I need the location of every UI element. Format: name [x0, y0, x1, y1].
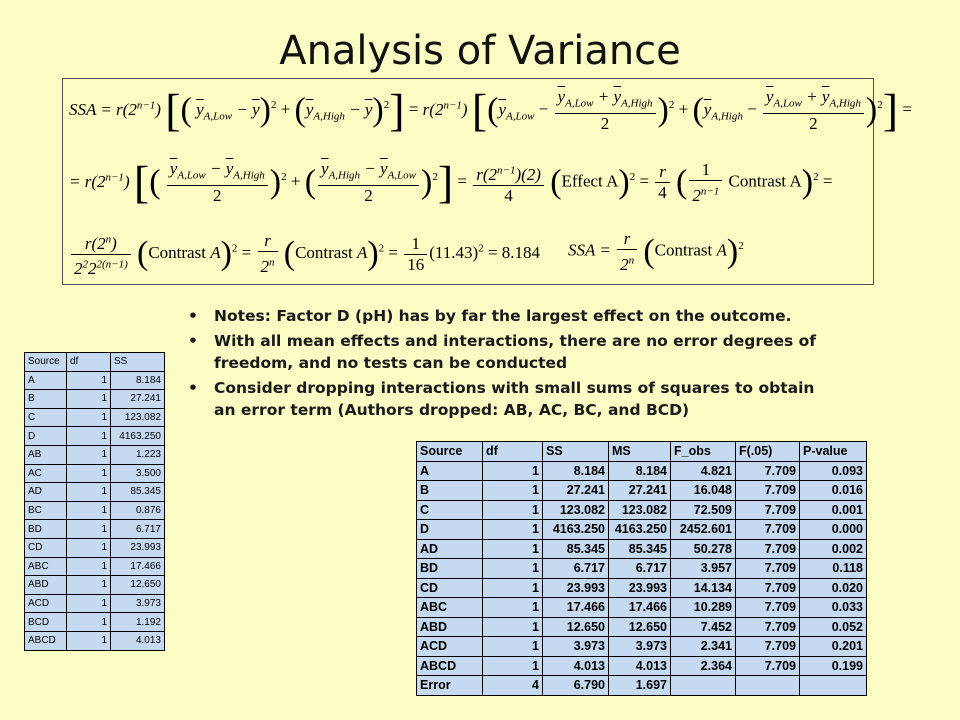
- big-table-header-cell: F_obs: [671, 442, 736, 462]
- big-table-cell: AD: [417, 539, 483, 559]
- big-table-cell: D: [417, 520, 483, 540]
- big-table-row: [417, 461, 867, 481]
- big-table-cell: 7.709: [736, 520, 800, 540]
- big-table-cell: Error: [417, 676, 483, 696]
- bullet-icon: •: [188, 332, 198, 350]
- small-table-cell: ABC: [25, 557, 67, 576]
- big-table-cell: 0.201: [800, 637, 867, 657]
- big-table-cell: 7.452: [671, 617, 736, 637]
- big-table-header-cell: Source: [417, 442, 483, 462]
- big-table-cell: 7.709: [736, 461, 800, 481]
- small-table-cell: 1: [67, 538, 111, 557]
- big-table-header-cell: F(.05): [736, 442, 800, 462]
- big-table-cell: 23.993: [543, 578, 609, 598]
- big-table-cell: 1: [483, 559, 543, 579]
- small-table-cell: 1: [67, 427, 111, 446]
- small-table-cell: C: [25, 408, 67, 427]
- big-table-cell: 14.134: [671, 578, 736, 598]
- small-table-cell: 3.973: [111, 594, 165, 613]
- small-table-cell: 1: [67, 576, 111, 595]
- small-table-cell: AC: [25, 464, 67, 483]
- small-table-header-cell: SS: [111, 353, 165, 372]
- big-table-cell: A: [417, 461, 483, 481]
- big-table-cell: C: [417, 500, 483, 520]
- big-table-header-cell: SS: [543, 442, 609, 462]
- big-table-header-row: [417, 442, 867, 462]
- small-table-cell: 23.993: [111, 538, 165, 557]
- big-table-cell: 1: [483, 500, 543, 520]
- big-table-cell: 0.020: [800, 578, 867, 598]
- big-table-cell: 6.717: [543, 559, 609, 579]
- small-table-cell: B: [25, 390, 67, 409]
- small-table-cell: 3.500: [111, 464, 165, 483]
- big-table-cell: 7.709: [736, 617, 800, 637]
- note-item: • Notes: Factor D (pH) has by far the largest effect on the outcome.: [188, 307, 792, 325]
- formula-line-2: = $r(2^{n-1})$ [( $\frac{\overline{y}_{A,Low} - \overline{y}_{A,High}}{2}$ )$^2$ + ( $\frac{\overline{y}_{A,High} - \overline{y}_{A,Low}}{2}$ )$^2$] = $\frac{r(2^{n-1})(2)}{4}$ (Effect A)$^2$ = $\frac{r}{4}$ ( $\frac{1}{2^{n-1}}$ Contrast A)$^2$ =: [69, 156, 833, 208]
- big-table-cell: 0.001: [800, 500, 867, 520]
- small-table-cell: 4.013: [111, 631, 165, 650]
- big-table-cell: 123.082: [609, 500, 671, 520]
- big-table-cell: 123.082: [543, 500, 609, 520]
- small-table-header-cell: df: [67, 353, 111, 372]
- big-table-cell: 7.709: [736, 559, 800, 579]
- big-table-cell: 1: [483, 656, 543, 676]
- small-table-cell: ABD: [25, 576, 67, 595]
- note-item: • With all mean effects and interactions, there are no error degrees of freedom, and no tests can be conducted: [188, 332, 817, 372]
- small-table-row: [25, 613, 165, 632]
- big-table-cell: CD: [417, 578, 483, 598]
- small-table-cell: 1: [67, 464, 111, 483]
- big-table-header-cell: df: [483, 442, 543, 462]
- big-table-cell: 0.002: [800, 539, 867, 559]
- big-table-cell: 8.184: [543, 461, 609, 481]
- big-table-cell: 12.650: [609, 617, 671, 637]
- small-table-row: [25, 501, 165, 520]
- page-title: Analysis of Variance: [279, 28, 681, 74]
- small-table-cell: BD: [25, 520, 67, 539]
- small-table-row: [25, 557, 165, 576]
- big-table-cell: 2.364: [671, 656, 736, 676]
- small-table-cell: 1: [67, 613, 111, 632]
- big-table-cell: 50.278: [671, 539, 736, 559]
- big-table-cell: 0.093: [800, 461, 867, 481]
- big-table-cell: 7.709: [736, 598, 800, 618]
- small-table-row: [25, 631, 165, 650]
- small-table-cell: ABCD: [25, 631, 67, 650]
- big-table-row: [417, 539, 867, 559]
- small-table-cell: 1: [67, 520, 111, 539]
- small-table-row: [25, 427, 165, 446]
- formula-ssa-summary: SSA = $\frac{r}{2^n}$ (Contrast A)$^2$: [568, 229, 744, 274]
- formula-line-1: SSA = $r(2^{n-1})$ [( $\overline{y}_{A,Low} - \overline{y})^2 + (\overline{y}_{A,High} - \overline{y})^2] = r(2^{n-1})$ [($\overline{y}_{A,Low}$ − $\frac{\overline{y}_{A,Low} + \overline{y}_{A,High}}{2}$ )$^2 + (\overline{y}_{A,High}$ − $\frac{\overline{y}_{A,Low} + \overline{y}_{A,High}}{2}$ )$^2$] =: [69, 84, 912, 136]
- big-table-cell: [671, 676, 736, 696]
- big-table-cell: 72.509: [671, 500, 736, 520]
- small-table-cell: 1: [67, 483, 111, 502]
- big-table-row: [417, 637, 867, 657]
- big-table-cell: 7.709: [736, 539, 800, 559]
- big-table-cell: 10.289: [671, 598, 736, 618]
- big-table-row: [417, 656, 867, 676]
- small-table-row: [25, 576, 165, 595]
- big-table-cell: 7.709: [736, 500, 800, 520]
- small-table-cell: 1: [67, 371, 111, 390]
- big-table-cell: BD: [417, 559, 483, 579]
- big-table-cell: 1: [483, 637, 543, 657]
- small-table-row: [25, 483, 165, 502]
- small-table-header-row: [25, 353, 165, 372]
- big-table-cell: 16.048: [671, 481, 736, 501]
- big-table-row: [417, 520, 867, 540]
- big-table-cell: 3.973: [609, 637, 671, 657]
- reduced-anova-table: [416, 441, 867, 696]
- big-table-cell: 6.717: [609, 559, 671, 579]
- big-table-cell: 27.241: [609, 481, 671, 501]
- big-table-cell: 3.973: [543, 637, 609, 657]
- small-table-row: [25, 371, 165, 390]
- small-table-row: [25, 408, 165, 427]
- big-table-cell: ABCD: [417, 656, 483, 676]
- small-table-row: [25, 538, 165, 557]
- big-table-cell: 1: [483, 539, 543, 559]
- big-table-cell: 4: [483, 676, 543, 696]
- small-table-cell: 85.345: [111, 483, 165, 502]
- small-table-cell: 1.192: [111, 613, 165, 632]
- small-table-cell: 17.466: [111, 557, 165, 576]
- small-table-cell: 1: [67, 390, 111, 409]
- small-table-cell: 123.082: [111, 408, 165, 427]
- small-table-cell: AD: [25, 483, 67, 502]
- small-table-header-cell: Source: [25, 353, 67, 372]
- small-table-cell: AB: [25, 445, 67, 464]
- big-table-cell: 4163.250: [609, 520, 671, 540]
- big-table-cell: ABC: [417, 598, 483, 618]
- big-table-cell: B: [417, 481, 483, 501]
- small-table-row: [25, 594, 165, 613]
- big-table-cell: 4.013: [543, 656, 609, 676]
- bullet-icon: •: [188, 379, 198, 397]
- small-table-cell: CD: [25, 538, 67, 557]
- big-table-row: [417, 598, 867, 618]
- big-table-cell: 0.016: [800, 481, 867, 501]
- big-table-cell: 1: [483, 617, 543, 637]
- big-table-cell: 1: [483, 598, 543, 618]
- small-table-row: [25, 464, 165, 483]
- small-table-cell: 8.184: [111, 371, 165, 390]
- small-table-cell: 1: [67, 445, 111, 464]
- small-table-cell: 27.241: [111, 390, 165, 409]
- big-table-header-cell: P-value: [800, 442, 867, 462]
- full-anova-table: [24, 352, 165, 651]
- big-table-cell: 7.709: [736, 656, 800, 676]
- small-table-cell: BC: [25, 501, 67, 520]
- big-table-cell: 1.697: [609, 676, 671, 696]
- big-table-cell: 0.000: [800, 520, 867, 540]
- note-item: • Consider dropping interactions with small sums of squares to obtain an error term (Authors dropped: AB, AC, BC, and BCD): [188, 379, 815, 419]
- big-table-cell: 0.033: [800, 598, 867, 618]
- big-table-header-cell: MS: [609, 442, 671, 462]
- big-table-cell: 4.013: [609, 656, 671, 676]
- big-table-cell: 8.184: [609, 461, 671, 481]
- big-table-row: [417, 617, 867, 637]
- big-table-cell: 17.466: [543, 598, 609, 618]
- small-table-cell: 4163.250: [111, 427, 165, 446]
- small-table-row: [25, 390, 165, 409]
- big-table-cell: 1: [483, 461, 543, 481]
- big-table-cell: 4.821: [671, 461, 736, 481]
- small-table-cell: 1: [67, 557, 111, 576]
- big-table-cell: 6.790: [543, 676, 609, 696]
- small-table-cell: ACD: [25, 594, 67, 613]
- big-table-row: [417, 500, 867, 520]
- notes-list: [188, 305, 838, 424]
- big-table-cell: ACD: [417, 637, 483, 657]
- big-table-cell: 12.650: [543, 617, 609, 637]
- big-table-cell: 7.709: [736, 637, 800, 657]
- big-table-cell: 0.052: [800, 617, 867, 637]
- big-table-cell: [800, 676, 867, 696]
- big-table-cell: 1: [483, 578, 543, 598]
- small-table-cell: D: [25, 427, 67, 446]
- big-table-cell: ABD: [417, 617, 483, 637]
- big-table-cell: 85.345: [609, 539, 671, 559]
- small-table-row: [25, 445, 165, 464]
- big-table-cell: 0.118: [800, 559, 867, 579]
- big-table-row: [417, 559, 867, 579]
- big-table-cell: 7.709: [736, 481, 800, 501]
- big-table-row: [417, 578, 867, 598]
- big-table-cell: [736, 676, 800, 696]
- big-table-cell: 2452.601: [671, 520, 736, 540]
- big-table-cell: 27.241: [543, 481, 609, 501]
- small-table-cell: A: [25, 371, 67, 390]
- big-table-cell: 7.709: [736, 578, 800, 598]
- small-table-cell: BCD: [25, 613, 67, 632]
- small-table-cell: 1: [67, 631, 111, 650]
- big-table-cell: 0.199: [800, 656, 867, 676]
- small-table-cell: 1.223: [111, 445, 165, 464]
- big-table-row: [417, 676, 867, 696]
- small-table-cell: 0.876: [111, 501, 165, 520]
- big-table-cell: 17.466: [609, 598, 671, 618]
- big-table-cell: 3.957: [671, 559, 736, 579]
- bullet-icon: •: [188, 307, 198, 325]
- big-table-row: [417, 481, 867, 501]
- big-table-cell: 1: [483, 520, 543, 540]
- small-table-cell: 1: [67, 501, 111, 520]
- small-table-cell: 1: [67, 594, 111, 613]
- small-table-cell: 12.650: [111, 576, 165, 595]
- big-table-cell: 85.345: [543, 539, 609, 559]
- big-table-cell: 23.993: [609, 578, 671, 598]
- small-table-cell: 6.717: [111, 520, 165, 539]
- small-table-cell: 1: [67, 408, 111, 427]
- ssa-formula-box: [62, 78, 912, 285]
- small-table-row: [25, 520, 165, 539]
- big-table-cell: 4163.250: [543, 520, 609, 540]
- big-table-cell: 1: [483, 481, 543, 501]
- formula-line-3: $\frac{r(2^n)}{2^22^{2(n-1)}}$ (Contrast A)$^2$ = $\frac{r}{2^n}$ (Contrast A)$^2$ = $\frac{1}{16}$ $(11.43)^2 = 8.184$: [69, 229, 540, 279]
- big-table-cell: 2.341: [671, 637, 736, 657]
